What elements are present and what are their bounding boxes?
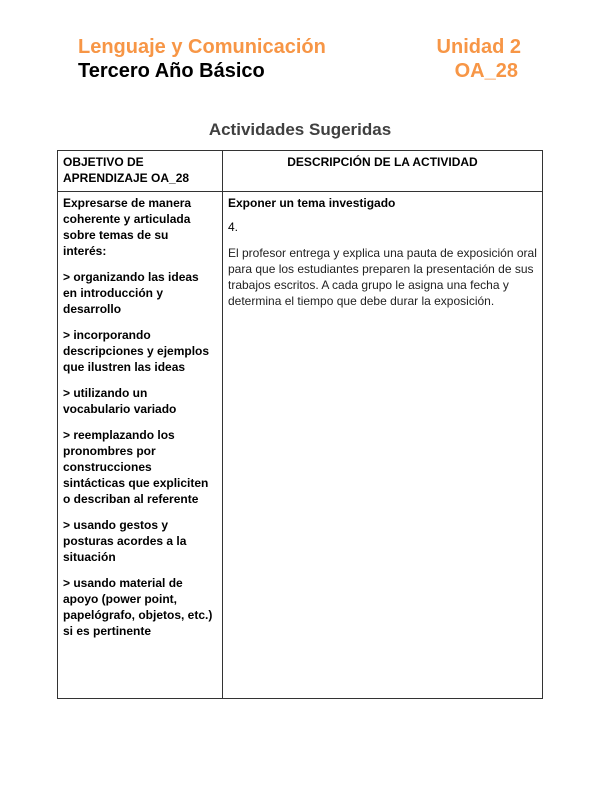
objective-cell — [58, 192, 223, 699]
table-header-row — [58, 151, 543, 192]
unit-label: Unidad 2 — [436, 36, 521, 58]
objective-item: > usando gestos y posturas acordes a la situación — [63, 518, 187, 564]
objective-item: > usando material de apoyo (power point, papelógrafo, objetos, etc.) si es pertinente — [63, 576, 213, 638]
activity-title: Exponer un tema investigado — [228, 196, 396, 210]
grade-title: Tercero Año Básico — [78, 60, 265, 82]
description-cell — [223, 192, 543, 699]
objective-item: Expresarse de manera coherente y articulada sobre temas de su interés: — [63, 196, 192, 258]
section-title: Actividades Sugeridas — [208, 120, 392, 139]
objective-item: > incorporando descripciones y ejemplos que ilustren las ideas — [63, 328, 210, 374]
table-row — [58, 192, 543, 699]
activity-text: El profesor entrega y explica una pauta de exposición oral para que los estudiantes preparen la presentación de sus trabajos escritos. A cada grupo le asigna una fecha y determina el tiempo que debe durar la exposición. — [228, 246, 537, 308]
subject-title: Lenguaje y Comunicación — [78, 36, 326, 58]
description-header: DESCRIPCIÓN DE LA ACTIVIDAD — [223, 151, 543, 192]
oa-label: OA_28 — [454, 60, 518, 82]
objective-header: OBJETIVO DE APRENDIZAJE OA_28 — [58, 151, 223, 192]
objective-item: > reemplazando los pronombres por construcciones sintácticas que expliciten o describan al referente — [63, 428, 209, 506]
activity-number: 4. — [228, 220, 239, 234]
objective-item: > organizando las ideas en introducción y desarrollo — [63, 270, 199, 316]
activities-table — [57, 150, 543, 699]
objective-item: > utilizando un vocabulario variado — [63, 386, 177, 416]
